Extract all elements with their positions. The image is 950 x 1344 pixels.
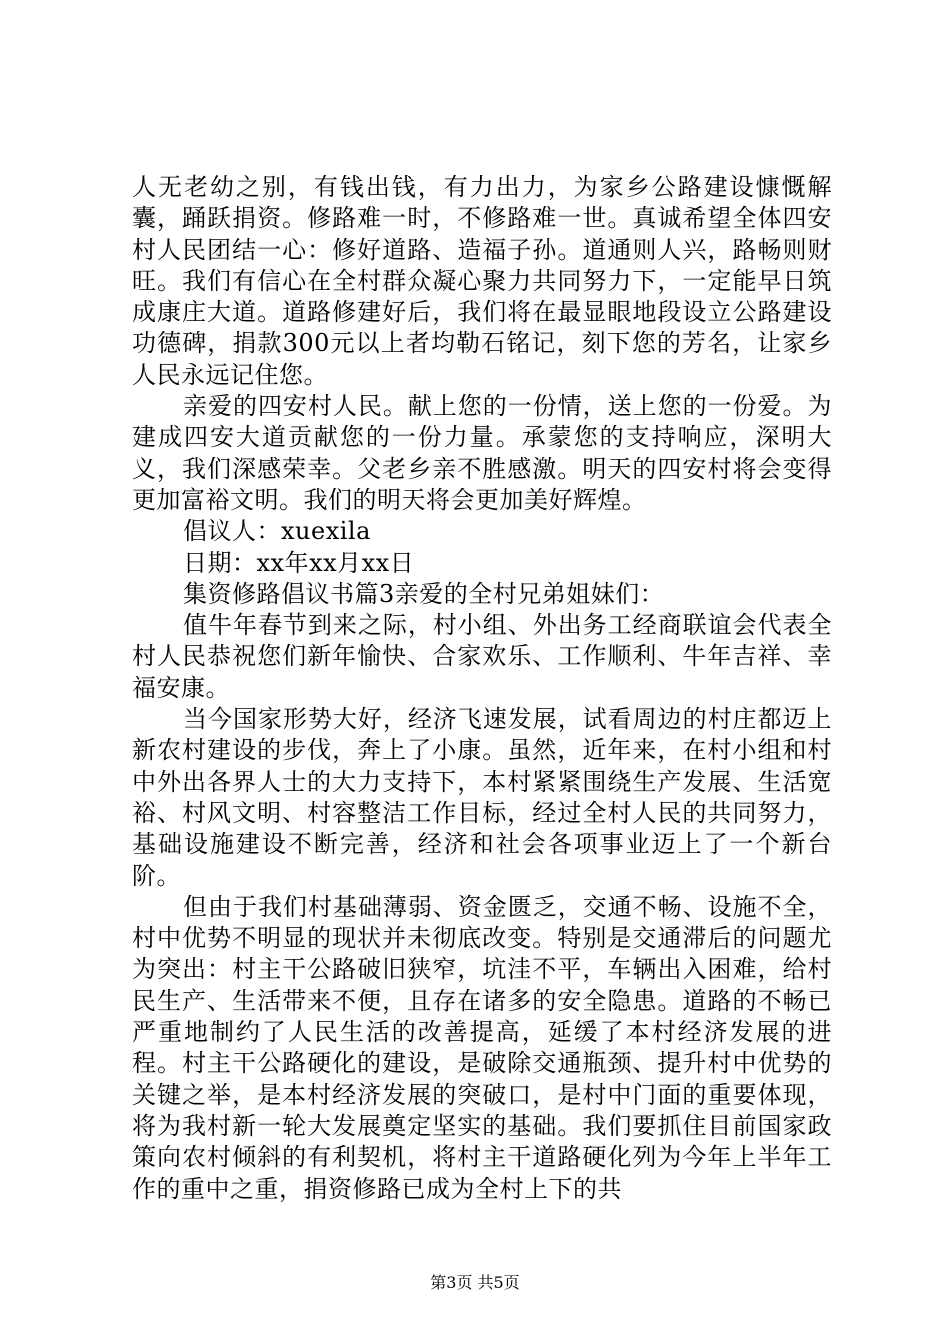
page-footer: 第3页 共5页 [430,1273,520,1292]
date-line: 日期：xx年xx月xx日 [183,548,415,577]
paragraph-4: 当今国家形势大好，经济飞速发展，试看周边的村庄都迈上新农村建设的步伐，奔上了小康。虽然，近年来，在村小组和村中外出各界人士的大力支持下，本村紧紧围绕生产发展、生活宽裕、村风文明、村容整洁工作目标，经过全村人民的共同努力，基础设施建设不断完善，经济和社会各项事业迈上了一个新台阶。 [132,705,832,890]
paragraph-2: 亲爱的四安村人民。献上您的一份情，送上您的一份爱。为建成四安大道贡献您的一份力量。承蒙您的支持响应，深明大义，我们深感荣幸。父老乡亲不胜感激。明天的四安村将会变得更加富裕文明。我们的明天将会更加美好辉煌。 [132,392,832,514]
initiator-line: 倡议人：xuexila [183,517,371,546]
section-heading: 集资修路倡议书篇3亲爱的全村兄弟姐妹们： [183,579,665,608]
paragraph-3: 值牛年春节到来之际，村小组、外出务工经商联谊会代表全村人民恭祝您们新年愉快、合家欢乐、工作顺利、牛年吉祥、幸福安康。 [132,611,832,702]
paragraph-5: 但由于我们村基础薄弱、资金匮乏，交通不畅、设施不全，村中优势不明显的现状并未彻底改变。特别是交通滞后的问题尤为突出：村主干公路破旧狭窄，坑洼不平，车辆出入困难，给村民生产、生活带来不便，且存在诸多的安全隐患。道路的不畅已严重地制约了人民生活的改善提高，延缓了本村经济发展的进程。村主干公路硬化的建设，是破除交通瓶颈、提升村中优势的关键之举，是本村经济发展的突破口，是村中门面的重要体现，将为我村新一轮大发展奠定坚实的基础。我们要抓住目前国家政策向农村倾斜的有利契机，将村主干道路硬化列为今年上半年工作的重中之重，捐资修路已成为全村上下的共 [132,892,832,1203]
paragraph-1: 人无老幼之别，有钱出钱，有力出力，为家乡公路建设慷慨解囊，踊跃捐资。修路难一时，不修路难一世。真诚希望全体四安村人民团结一心：修好道路、造福子孙。道通则人兴，路畅则财旺。我们有信心在全村群众凝心聚力共同努力下，一定能早日筑成康庄大道。道路修建好后，我们将在最显眼地段设立公路建设功德碑，捐款300元以上者均勒石铭记，刻下您的芳名，让家乡人民永远记住您。 [132,173,832,389]
document-body [132,172,832,1205]
